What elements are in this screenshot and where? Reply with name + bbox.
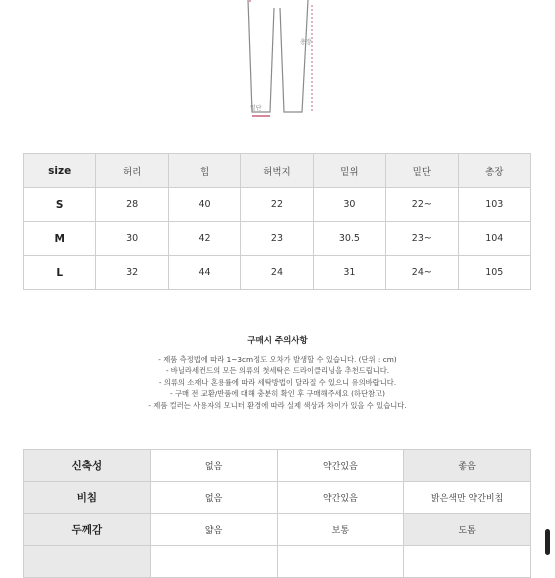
feel-row-label: 신축성 bbox=[24, 450, 151, 482]
feel-option-cell: 약간있음 bbox=[277, 482, 404, 514]
table-cell: 32 bbox=[96, 256, 168, 290]
table-cell: 22~ bbox=[386, 188, 458, 222]
table-cell: 30 bbox=[313, 188, 385, 222]
feel-option-cell: 없음 bbox=[150, 450, 277, 482]
purchase-notes bbox=[0, 334, 555, 411]
table-cell: 30 bbox=[96, 222, 168, 256]
length-label: 총장 bbox=[300, 39, 312, 46]
thigh-header: 허벅지 bbox=[241, 154, 313, 188]
feel-row-label: 두께감 bbox=[24, 514, 151, 546]
notes-line: - 바닐라세컨드의 모든 의류의 첫세탁은 드라이클리닝을 추천드립니다. bbox=[165, 366, 390, 376]
scrollbar-thumb[interactable] bbox=[545, 529, 550, 555]
feel-row bbox=[24, 450, 531, 482]
table-cell: 30.5 bbox=[313, 222, 385, 256]
hip-header: 힙 bbox=[168, 154, 240, 188]
feel-option-cell bbox=[277, 546, 404, 578]
table-cell: 23 bbox=[241, 222, 313, 256]
table-cell: 103 bbox=[458, 188, 530, 222]
notes-line: - 제품 측정법에 따라 1~3cm정도 오차가 발생할 수 있습니다. (단위 : cm) bbox=[158, 355, 397, 364]
table-cell: 31 bbox=[313, 256, 385, 290]
table-cell: 42 bbox=[168, 222, 240, 256]
table-cell: 105 bbox=[458, 256, 530, 290]
table-cell: 23~ bbox=[386, 222, 458, 256]
feel-option-cell: 도톰 bbox=[404, 514, 531, 546]
notes-line: - 제품 컬러는 사용자의 모니터 환경에 따라 실제 색상과 차이가 있을 수 있습니다. bbox=[148, 400, 407, 410]
notes-line: - 의류의 소재나 혼용률에 따라 세탁방법이 달라질 수 있으니 유의바랍니다. bbox=[158, 377, 397, 387]
feel-option-cell bbox=[150, 546, 277, 578]
table-cell: 24 bbox=[241, 256, 313, 290]
feel-row bbox=[24, 482, 531, 514]
size-row-s bbox=[24, 188, 531, 222]
table-cell: 24~ bbox=[386, 256, 458, 290]
hem-label: 밑단 bbox=[250, 105, 262, 112]
length-header: 총장 bbox=[458, 154, 530, 188]
size-table-header-row bbox=[24, 154, 531, 188]
feel-option-cell bbox=[404, 546, 531, 578]
waist-header: 허리 bbox=[96, 154, 168, 188]
size-table bbox=[23, 153, 531, 290]
feel-option-cell: 얇음 bbox=[150, 514, 277, 546]
notes-line: - 구매 전 교환/반품에 대해 충분히 확인 후 구매해주세요 (하단참고) bbox=[170, 389, 385, 399]
feel-option-cell: 없음 bbox=[150, 482, 277, 514]
feel-option-cell: 약간있음 bbox=[277, 450, 404, 482]
size-cell: S bbox=[24, 188, 96, 222]
pants-outline bbox=[248, 0, 308, 112]
rise-header: 밑위 bbox=[313, 154, 385, 188]
size-row-l bbox=[24, 256, 531, 290]
feel-option-cell: 좋음 bbox=[404, 450, 531, 482]
size-cell: M bbox=[24, 222, 96, 256]
feel-row-label: 비침 bbox=[24, 482, 151, 514]
size-header: size bbox=[24, 154, 96, 188]
fabric-feel-table bbox=[23, 449, 531, 578]
feel-option-cell: 밝은색만 약간비침 bbox=[404, 482, 531, 514]
feel-row-label bbox=[24, 546, 151, 578]
table-cell: 104 bbox=[458, 222, 530, 256]
hem-header: 밑단 bbox=[386, 154, 458, 188]
size-row-m bbox=[24, 222, 531, 256]
table-cell: 28 bbox=[96, 188, 168, 222]
notes-title: 구매시 주의사항 bbox=[247, 336, 308, 346]
pants-diagram bbox=[230, 0, 330, 125]
feel-option-cell: 보통 bbox=[277, 514, 404, 546]
feel-row bbox=[24, 514, 531, 546]
table-cell: 40 bbox=[168, 188, 240, 222]
table-cell: 44 bbox=[168, 256, 240, 290]
feel-row bbox=[24, 546, 531, 578]
table-cell: 22 bbox=[241, 188, 313, 222]
size-cell: L bbox=[24, 256, 96, 290]
